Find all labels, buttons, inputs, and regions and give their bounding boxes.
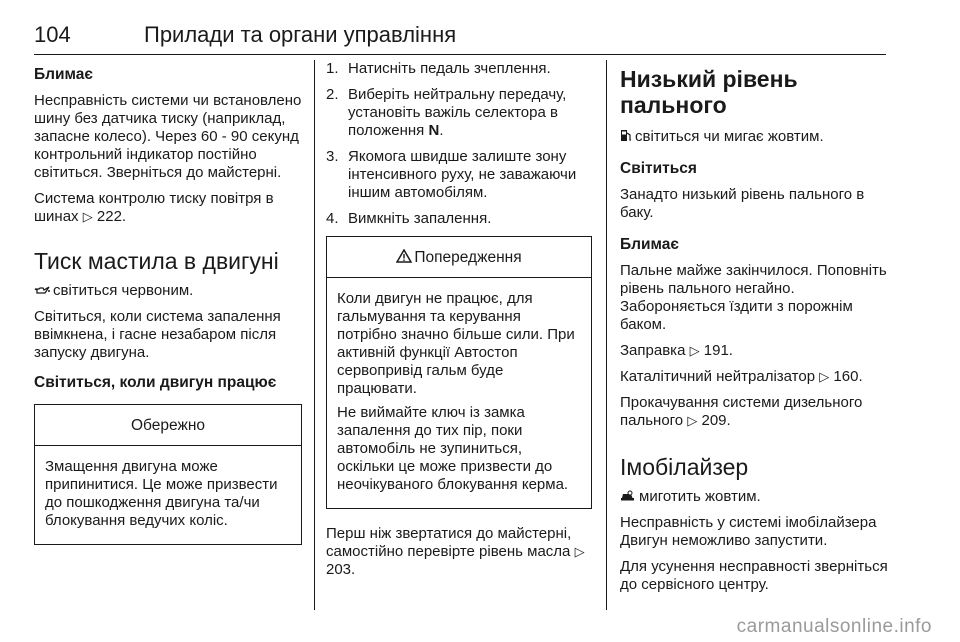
paragraph: Занадто низький рівень пального в баку.	[620, 186, 865, 221]
paragraph: Прокачування системи дизельного пального ▷ 209.	[620, 394, 863, 429]
caution-title: Обережно	[35, 405, 301, 446]
fuel-pump-icon	[620, 128, 632, 142]
page-reference[interactable]: 203.	[326, 561, 356, 578]
paragraph: Світиться, коли система запалення ввімкнена, і гасне незабаром після запуску двигуна.	[34, 308, 281, 361]
page-header	[34, 14, 886, 55]
section-heading-blinks: Блимає	[620, 236, 679, 253]
column-divider	[606, 60, 607, 610]
oil-can-icon	[34, 284, 50, 296]
ref-arrow-icon: ▷	[82, 209, 93, 224]
ref-arrow-icon: ▷	[687, 413, 698, 428]
warning-triangle-icon	[396, 249, 412, 263]
page-number: 104	[34, 22, 71, 47]
column-divider	[314, 60, 315, 610]
ref-arrow-icon: ▷	[819, 369, 830, 384]
paragraph: миготить жовтим.	[620, 488, 888, 506]
page-title: Прилади та органи управління	[144, 22, 457, 47]
list-item: 3. Якомога швидше залиште зону інтенсивного руху, не заважаючи іншим автомобілям.	[326, 148, 577, 201]
column-right	[620, 60, 888, 602]
paragraph: Несправність системи чи встановлено шину без датчика тиску (наприклад, запасне колесо). Через 60 - 90 секунд контрольний індикатор постійно світиться. Зверніться до майстерні.	[34, 92, 302, 181]
paragraph: світиться червоним.	[34, 282, 302, 300]
caution-text: Змащення двигуна може припинитися. Це може призвести до пошкодження двигуна та/чи блокування ведучих коліс.	[45, 458, 278, 529]
paragraph: Несправність у системі імобілайзера Двигун неможливо запустити.	[620, 514, 877, 549]
warning-text: Не виймайте ключ із замка запалення до тих пір, поки автомобіль не зупиниться, оскільки це може призвести до неочікуваного блокування керма.	[337, 404, 569, 493]
paragraph: Заправка ▷ 191.	[620, 342, 733, 359]
page-reference[interactable]: 222.	[96, 208, 127, 225]
watermark: carmanualsonline.info	[736, 616, 932, 637]
list-item: 1. Натисніть педаль зчеплення.	[326, 60, 551, 77]
list-item: 4. Вимкніть запалення.	[326, 210, 492, 227]
section-heading-immobilizer: Імобілайзер	[620, 454, 749, 480]
paragraph: Пальне майже закінчилося. Поповніть рівень пального негайно. Забороняється їздити з порожнім баком.	[620, 262, 887, 333]
paragraph: Система контролю тиску повітря в шинах ▷ 222.	[34, 190, 274, 225]
section-heading-engine-running: Світиться, коли двигун працює	[34, 374, 277, 391]
page-reference[interactable]: 160.	[833, 368, 863, 385]
column-middle	[326, 60, 592, 587]
ref-arrow-icon: ▷	[574, 544, 585, 559]
column-left	[34, 60, 302, 545]
car-key-icon	[620, 490, 636, 502]
paragraph: Перш ніж звертатися до майстерні, самостійно перевірте рівень масла ▷ 203.	[326, 525, 585, 578]
section-heading-blinks: Блимає	[34, 66, 93, 83]
ref-arrow-icon: ▷	[689, 343, 700, 358]
list-item: 2. Виберіть нейтральну передачу, установіть важіль селектора в положення N.	[326, 86, 567, 139]
page-reference[interactable]: 209.	[701, 412, 731, 429]
page-reference[interactable]: 191.	[703, 342, 733, 359]
section-heading-low-fuel: Низький рівень пального	[620, 66, 798, 118]
warning-box	[326, 236, 592, 509]
warning-title: Попередження	[327, 237, 591, 278]
section-heading-oil-pressure: Тиск мастила в двигуні	[34, 248, 279, 274]
paragraph: світиться чи мигає жовтим.	[620, 128, 888, 146]
warning-text: Коли двигун не працює, для гальмування та керування потрібно значно більше сили. При активній функції Автостоп сервопривід гальм буде працювати.	[337, 290, 575, 397]
paragraph: Каталітичний нейтралізатор ▷ 160.	[620, 368, 863, 385]
section-heading-lit: Світиться	[620, 160, 697, 177]
steps-list	[326, 60, 592, 228]
paragraph: Для усунення несправності зверніться до сервісного центру.	[620, 558, 888, 593]
caution-box	[34, 404, 302, 545]
